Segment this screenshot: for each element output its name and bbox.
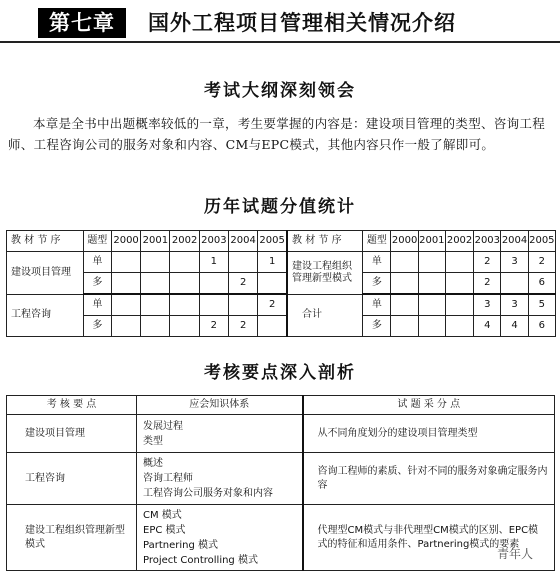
score-cell [199,273,228,295]
score-cell [111,316,140,337]
key-points-table [6,395,555,571]
col-type-header: 题型 [363,231,391,252]
knowledge-item: 发展过程 [143,420,183,432]
intro-paragraph: 本章是全书中出题概率较低的一章，考生要掌握的内容是：建设项目管理的类型、咨询工程师、工程咨询公司的服务对象和内容、CM与EPC模式，其他内容只作一般了解即可。 [8,116,546,152]
col-type-header: 题型 [83,231,111,252]
col-header-point: 考 核 要 点 [7,396,137,415]
col-section-header: 教 材 节 序 [287,231,363,252]
section-name-line: 建设工程组织 [292,260,353,272]
score-cell [501,273,528,295]
knowledge-list [137,453,303,505]
table-row [7,252,556,273]
question-type: 多 [83,273,111,295]
col-header-scoring: 试 题 采 分 点 [303,396,555,415]
score-cell [418,273,445,295]
score-cell [170,316,199,337]
knowledge-item: 概述 [143,458,163,469]
year-header: 2003 [199,231,228,252]
header-rule [0,41,560,43]
scoring-point: 代理型CM模式与非代理型CM模式的区别、EPC模式的特征和适用条件、Partnering模式的要素 [303,505,555,571]
section-name: 工程咨询 [7,294,84,337]
score-cell [258,273,287,295]
score-cell [111,252,140,273]
score-cell [445,252,473,273]
knowledge-item: CM 模式 [143,509,182,521]
score-cell [229,252,258,273]
score-cell [391,252,418,273]
year-header: 2005 [258,231,287,252]
scoring-point: 从不同角度划分的建设项目管理类型 [303,415,555,453]
year-header: 2004 [229,231,258,252]
question-type: 多 [83,316,111,337]
score-stats-table [6,230,556,337]
year-header: 2002 [170,231,199,252]
score-cell: 6 [528,273,555,295]
key-point: 工程咨询 [7,453,137,505]
score-cell [141,294,170,316]
score-cell: 2 [474,273,501,295]
knowledge-item: 类型 [143,435,163,447]
chapter-header [0,0,560,44]
section-name: 建设项目管理 [7,252,84,295]
score-cell: 4 [474,316,501,337]
section-title-score-stats: 历年试题分值统计 [204,197,356,217]
year-header: 2005 [528,231,555,252]
score-cell [141,252,170,273]
score-cell [391,294,418,316]
table-row [7,273,556,295]
score-cell [391,316,418,337]
score-cell: 2 [528,252,555,273]
score-cell [418,294,445,316]
score-cell [445,316,473,337]
section-name: 合计 [287,294,363,337]
knowledge-item: Partnering 模式 [143,539,218,551]
score-cell: 6 [528,316,555,337]
score-cell [199,294,228,316]
score-cell [170,294,199,316]
score-cell: 2 [229,316,258,337]
score-cell: 3 [501,252,528,273]
section-title-key-points: 考核要点深入剖析 [204,363,356,383]
table-row [7,316,556,337]
score-cell [141,316,170,337]
knowledge-item: EPC 模式 [143,524,186,536]
score-cell: 3 [474,294,501,316]
question-type: 多 [363,273,391,295]
knowledge-item: Project Controlling 模式 [143,554,258,566]
year-header: 2003 [474,231,501,252]
table-row [7,294,556,316]
score-table-header [7,231,556,252]
score-cell [111,294,140,316]
key-point: 建设项目管理 [7,415,137,453]
question-type: 单 [363,294,391,316]
scoring-point: 咨询工程师的素质、针对不同的服务对象确定服务内容 [303,453,555,505]
year-header: 2002 [445,231,473,252]
year-header: 2001 [141,231,170,252]
section-name [287,252,363,295]
score-cell [258,316,287,337]
score-cell [111,273,140,295]
score-cell [445,273,473,295]
score-cell: 5 [528,294,555,316]
score-cell: 1 [258,252,287,273]
knowledge-item: 咨询工程师 [143,473,193,484]
score-cell [170,252,199,273]
score-cell: 2 [258,294,287,316]
year-header: 2000 [111,231,140,252]
question-type: 多 [363,316,391,337]
score-cell [170,273,199,295]
section-name-line: 管理新型模式 [292,272,353,284]
year-header: 2004 [501,231,528,252]
question-type: 单 [83,294,111,316]
score-cell [141,273,170,295]
table-row [7,505,555,571]
score-cell: 2 [474,252,501,273]
score-cell [391,273,418,295]
score-cell: 2 [199,316,228,337]
key-points-header [7,396,555,415]
score-cell [229,294,258,316]
year-header: 2000 [391,231,418,252]
knowledge-list [137,505,303,571]
col-header-knowledge: 应会知识体系 [137,396,303,415]
score-cell [445,294,473,316]
score-cell: 4 [501,316,528,337]
knowledge-list [137,415,303,453]
chapter-label: 第七章 [38,8,126,38]
score-cell [418,316,445,337]
knowledge-item: 工程咨询公司服务对象和内容 [143,488,273,499]
score-cell: 2 [229,273,258,295]
key-point: 建设工程组织管理新型模式 [7,505,137,571]
score-cell: 1 [199,252,228,273]
question-type: 单 [363,252,391,273]
watermark-logo: 青年人 [497,547,534,561]
score-cell [418,252,445,273]
table-row [7,453,555,505]
section-title-outline: 考试大纲深刻领会 [204,81,356,101]
chapter-title: 国外工程项目管理相关情况介绍 [148,11,456,35]
table-row [7,415,555,453]
score-cell: 3 [501,294,528,316]
col-section-header: 教 材 节 序 [7,231,84,252]
question-type: 单 [83,252,111,273]
year-header: 2001 [418,231,445,252]
